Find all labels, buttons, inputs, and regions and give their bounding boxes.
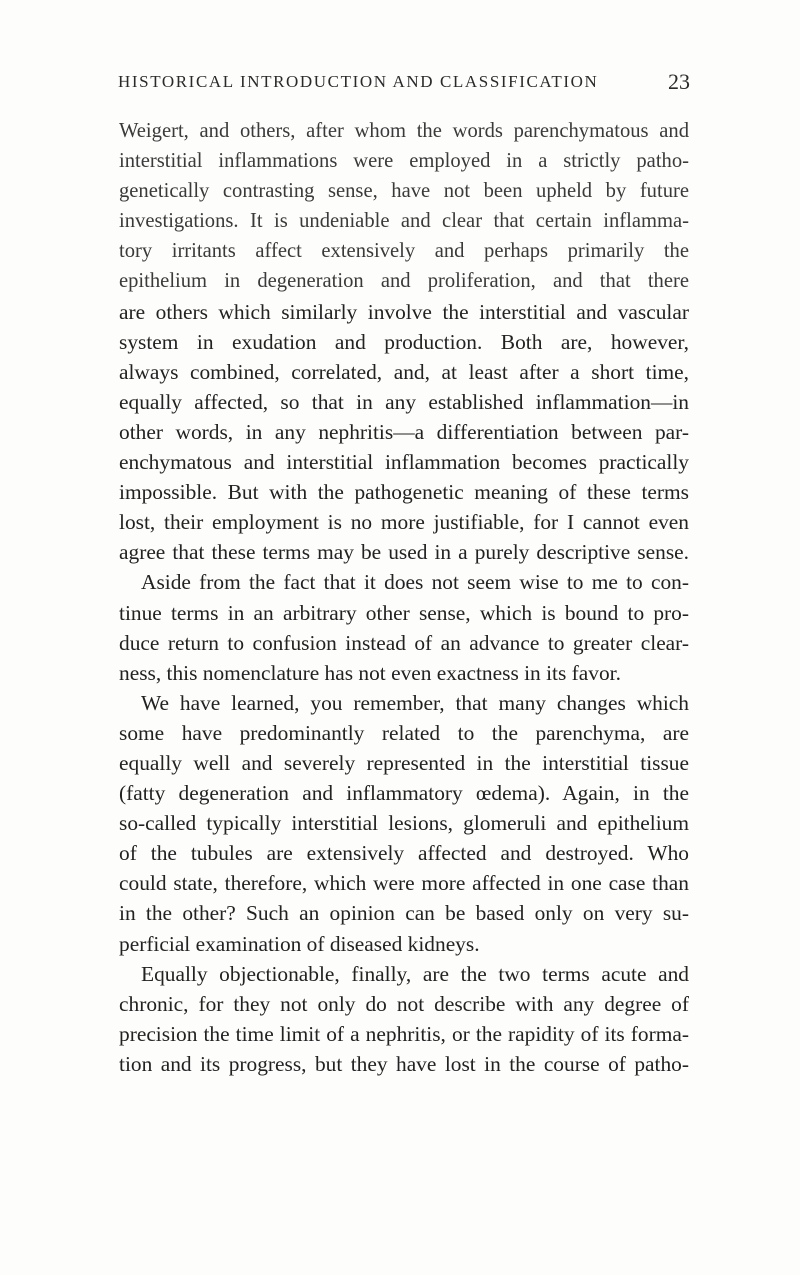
text-line: lost, their employment is no more justifiable, for I cannot even xyxy=(119,510,689,535)
text-line: perficial examination of diseased kidneys. xyxy=(119,931,480,956)
text-line: impossible. But with the pathogenetic meaning of these terms xyxy=(119,480,689,505)
text-line: in the other? Such an opinion can be based only on very su- xyxy=(119,901,689,926)
text-line: enchymatous and interstitial inflammation becomes practically xyxy=(119,450,689,475)
text-line: of the tubules are extensively affected and destroyed. Who xyxy=(119,841,689,866)
text-line: chronic, for they not only do not describe with any degree of xyxy=(119,991,689,1016)
text-line: tory irritants affect extensively and perhaps primarily the xyxy=(119,240,689,263)
text-line: ness, this nomenclature has not even exactness in its favor. xyxy=(119,660,621,685)
text-line: (fatty degeneration and inflammatory œdema). Again, in the xyxy=(119,781,689,806)
text-line: Weigert, and others, after whom the words parenchymatous and xyxy=(119,120,689,142)
text-line: interstitial inflammations were employed in a strictly patho- xyxy=(119,150,689,173)
running-head-title: HISTORICAL INTRODUCTION AND CLASSIFICATION xyxy=(118,72,599,91)
text-line: system in exudation and production. Both are, however, xyxy=(119,329,689,354)
text-line: agree that these terms may be used in a purely descriptive sense. xyxy=(119,540,689,565)
running-head xyxy=(118,69,690,102)
text-line: so-called typically interstitial lesions, glomeruli and epithelium xyxy=(119,811,689,836)
text-line: duce return to confusion instead of an advance to greater clear- xyxy=(119,630,689,655)
page-number: 23 xyxy=(668,69,690,94)
text-line: genetically contrasting sense, have not been upheld by future xyxy=(119,180,689,203)
text-line: could state, therefore, which were more affected in one case than xyxy=(119,871,689,896)
text-line: investigations. It is undeniable and clear that certain inflamma- xyxy=(119,210,689,233)
text-line: always combined, correlated, and, at least after a short time, xyxy=(119,359,689,384)
text-line: Aside from the fact that it does not seem wise to me to con- xyxy=(141,570,689,595)
text-line: tion and its progress, but they have lost in the course of patho- xyxy=(119,1051,689,1076)
text-line: some have predominantly related to the parenchyma, are xyxy=(119,720,689,745)
text-line: tinue terms in an arbitrary other sense, which is bound to pro- xyxy=(119,600,689,625)
text-line: precision the time limit of a nephritis, or the rapidity of its forma- xyxy=(119,1021,689,1046)
text-line: epithelium in degeneration and proliferation, and that there xyxy=(119,270,689,293)
text-line: We have learned, you remember, that many changes which xyxy=(141,690,689,715)
text-line: other words, in any nephritis—a differentiation between par- xyxy=(119,419,689,444)
text-line: equally well and severely represented in the interstitial tissue xyxy=(119,750,689,775)
text-line: are others which similarly involve the interstitial and vascular xyxy=(119,299,689,324)
text-line: equally affected, so that in any established inflammation—in xyxy=(119,389,689,414)
text-line: Equally objectionable, finally, are the two terms acute and xyxy=(141,961,689,986)
body-text xyxy=(119,116,689,1079)
